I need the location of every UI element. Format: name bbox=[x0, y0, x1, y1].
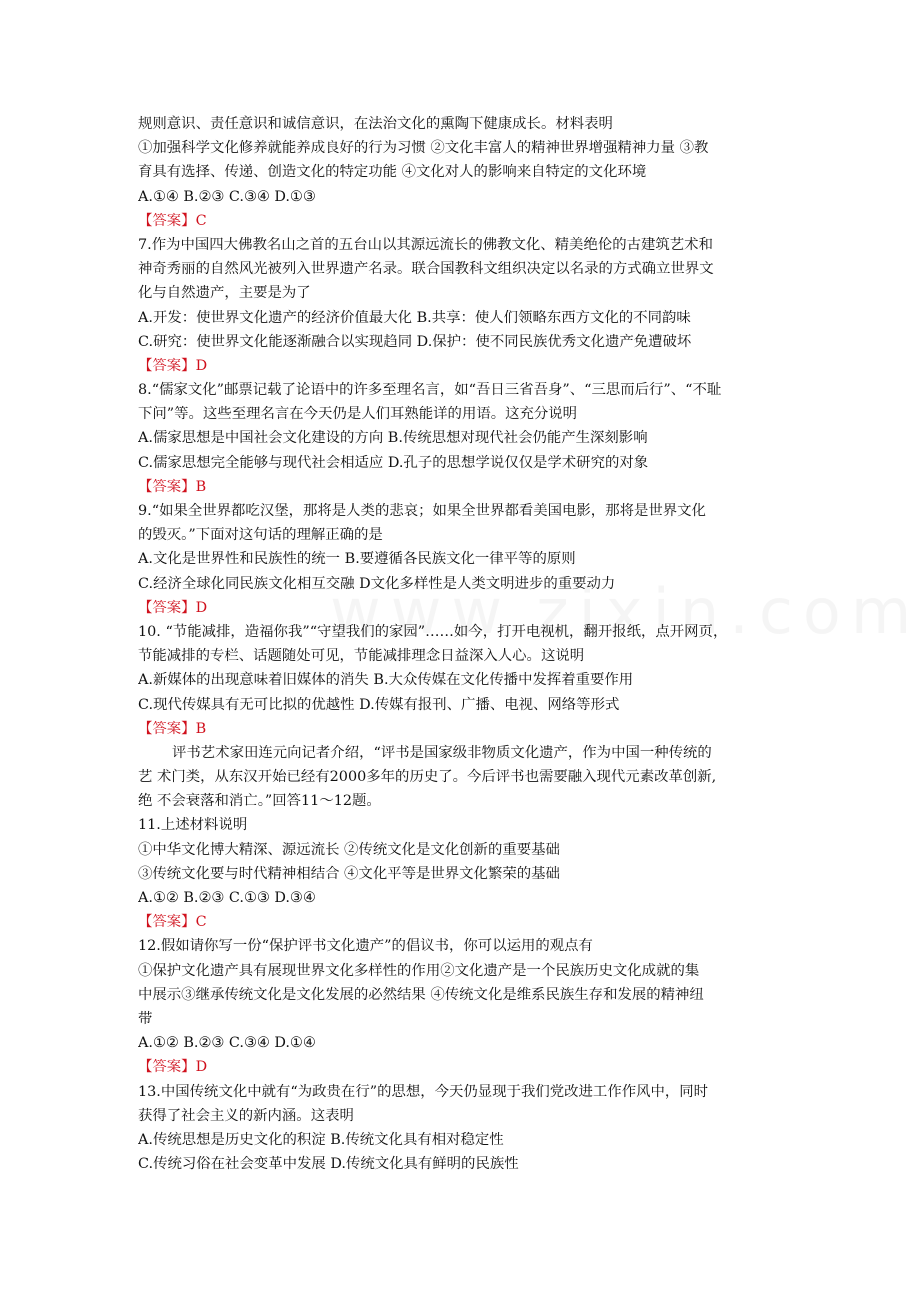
text-line: 下问”等。这些至理名言在今天仍是人们耳熟能详的用语。这充分说明 bbox=[138, 406, 578, 423]
document-body bbox=[138, 112, 788, 1176]
text-line: 11.上述材料说明 bbox=[138, 817, 248, 834]
answer-line: 【答案】D bbox=[138, 1059, 208, 1076]
text-line: C.研究：使世界文化能逐渐融合以实现趋同 D.保护：使不同民族优秀文化遗产免遭破坏 bbox=[138, 333, 692, 350]
text-line: A.文化是世界性和民族性的统一 B.要遵循各民族文化一律平等的原则 bbox=[138, 551, 576, 568]
text-line: ①保护文化遗产具有展现世界文化多样性的作用②文化遗产是一个民族历史文化成就的集 bbox=[138, 962, 700, 979]
text-line: 9.“如果全世界都吃汉堡，那将是人类的悲哀；如果全世界都看美国电影，那将是世界文化 bbox=[138, 503, 706, 519]
text-line: 规则意识、责任意识和诚信意识，在法治文化的熏陶下健康成长。材料表明 bbox=[138, 116, 613, 132]
answer-line: 【答案】B bbox=[138, 478, 207, 495]
text-line: 绝 不会衰落和消亡。”回答11～12题。 bbox=[138, 793, 381, 810]
text-line: C.现代传媒具有无可比拟的优越性 D.传媒有报刊、广播、电视、网络等形式 bbox=[138, 696, 620, 713]
text-line: A.新媒体的出现意味着旧媒体的消失 B.大众传媒在文化传播中发挥着重要作用 bbox=[138, 672, 634, 689]
answer-line: 【答案】C bbox=[138, 914, 207, 931]
text-line: 节能减排的专栏、话题随处可见，节能减排理念日益深入人心。这说明 bbox=[138, 648, 585, 665]
text-line: A.开发：使世界文化遗产的经济价值最大化 B.共享：使人们领略东西方文化的不同韵味 bbox=[138, 309, 691, 326]
text-line: 7.作为中国四大佛教名山之首的五台山以其源远流长的佛教文化、精美绝伦的古建筑艺术和 bbox=[138, 236, 713, 253]
text-line: 获得了社会主义的新内涵。这表明 bbox=[138, 1107, 354, 1124]
text-line: A.传统思想是历史文化的积淀 B.传统文化具有相对稳定性 bbox=[138, 1131, 504, 1148]
text-line: A.①② B.②③ C.③④ D.①④ bbox=[138, 1035, 316, 1052]
text-line: C.儒家思想完全能够与现代社会相适应 D.孔子的思想学说仅仅是学术研究的对象 bbox=[138, 454, 649, 471]
answer-line: 【答案】B bbox=[138, 720, 207, 737]
text-line: 10. “节能减排，造福你我”“守望我们的家园”……如今，打开电视机，翻开报纸，点开网页， bbox=[138, 623, 728, 640]
text-line: A.①④ B.②③ C.③④ D.①③ bbox=[138, 188, 316, 205]
text-line: 化与自然遗产，主要是为了 bbox=[138, 285, 311, 302]
text-line: 神奇秀丽的自然风光被列入世界遗产名录。联合国教科文组织决定以名录的方式确立世界文 bbox=[138, 261, 714, 278]
text-line: A.儒家思想是中国社会文化建设的方向 B.传统思想对现代社会仍能产生深刻影响 bbox=[138, 430, 648, 447]
answer-line: 【答案】D bbox=[138, 599, 208, 616]
text-line: 带 bbox=[138, 1010, 153, 1027]
text-line: C.传统习俗在社会变革中发展 D.传统文化具有鲜明的民族性 bbox=[138, 1156, 519, 1173]
text-line: 8.“儒家文化”邮票记载了论语中的许多至理名言，如“吾日三省吾身”、“三思而后行”、“不耻 bbox=[138, 382, 722, 399]
text-line: 艺 术门类，从东汉开始已经有2000多年的历史了。今后评书也需要融入现代元素改革创新, bbox=[138, 769, 717, 786]
text-line: ①加强科学文化修养就能养成良好的行为习惯 ②文化丰富人的精神世界增强精神力量 ③教 bbox=[138, 140, 709, 157]
answer-line: 【答案】D bbox=[138, 357, 208, 374]
text-line: 的毁灭。”下面对这句话的理解正确的是 bbox=[138, 527, 383, 544]
text-line: 中展示③继承传统文化是文化发展的必然结果 ④传统文化是维系民族生存和发展的精神纽 bbox=[138, 986, 704, 1003]
text-line: C.经济全球化同民族文化相互交融 D文化多样性是人类文明进步的重要动力 bbox=[138, 575, 616, 592]
answer-line: 【答案】C bbox=[138, 212, 207, 229]
text-line: A.①② B.②③ C.①③ D.③④ bbox=[138, 890, 316, 906]
paragraph-line: 评书艺术家田连元向记者介绍，“评书是国家级非物质文化遗产，作为中国一种传统的 bbox=[172, 744, 712, 761]
text-line: ③传统文化要与时代精神相结合 ④文化平等是世界文化繁荣的基础 bbox=[138, 865, 560, 882]
text-line: ①中华文化博大精深、源远流长 ②传统文化是文化创新的重要基础 bbox=[138, 841, 560, 858]
text-line: 12.假如请你写一份“保护评书文化遗产”的倡议书，你可以运用的观点有 bbox=[138, 938, 593, 955]
text-line: 育具有选择、传递、创造文化的特定功能 ④文化对人的影响来自特定的文化环境 bbox=[138, 164, 647, 181]
text-line: 13.中国传统文化中就有“为政贵在行”的思想，今天仍显现于我们党改进工作作风中，同时 bbox=[138, 1083, 709, 1100]
